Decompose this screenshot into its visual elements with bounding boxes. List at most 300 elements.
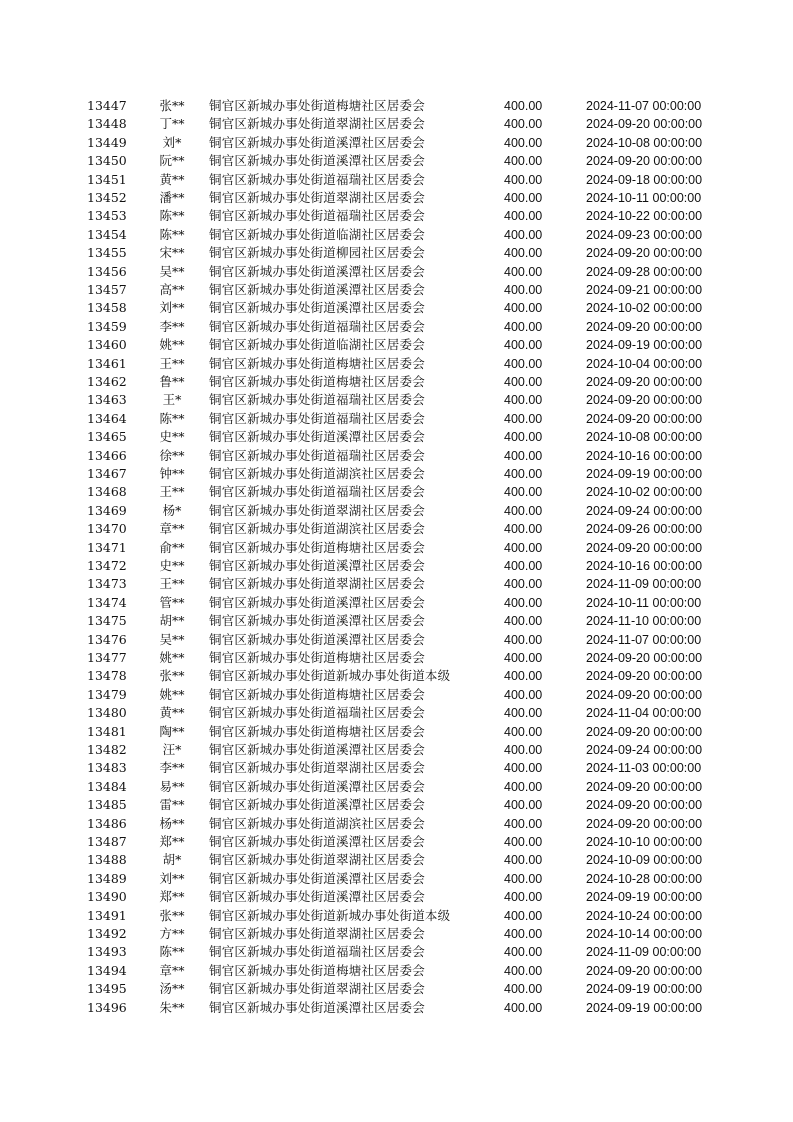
person-name: 吴** [159,263,185,279]
organization: 铜官区新城办事处街道湖滨社区居委会 [209,815,425,831]
table-row [0,391,793,409]
amount: 400.00 [504,835,543,849]
payment-date: 2024-09-24 00:00:00 [586,503,703,518]
person-name: 黄** [159,171,185,187]
payment-date: 2024-09-20 00:00:00 [586,963,703,978]
person-name: 陈** [159,208,185,224]
amount: 400.00 [504,154,543,169]
organization: 铜官区新城办事处街道柳园社区居委会 [209,245,425,261]
amount: 400.00 [504,798,543,813]
table-row [0,447,793,465]
amount: 400.00 [504,632,543,647]
payment-date: 2024-11-09 00:00:00 [586,945,702,960]
payment-date: 2024-10-08 00:00:00 [586,135,703,150]
payment-date: 2024-10-28 00:00:00 [586,871,703,886]
record-id: 13462 [87,374,127,389]
table-row [0,870,793,888]
table-row [0,796,793,814]
payment-date: 2024-09-20 00:00:00 [586,393,703,408]
amount: 400.00 [504,687,543,702]
record-id: 13492 [87,926,127,941]
record-id: 13493 [87,944,127,960]
amount: 400.00 [504,135,543,150]
payment-date: 2024-09-20 00:00:00 [586,651,703,665]
amount: 400.00 [504,117,543,132]
table-row [0,778,793,796]
payment-date: 2024-09-20 00:00:00 [586,687,703,702]
record-id: 13460 [87,337,127,353]
organization: 铜官区新城办事处街道溪潭社区居委会 [209,999,425,1015]
record-id: 13455 [87,245,127,261]
payment-date: 2024-09-23 00:00:00 [586,227,703,242]
table-row [0,907,793,925]
payment-date: 2024-10-16 00:00:00 [586,559,703,573]
person-name: 姚** [159,650,185,665]
organization: 铜官区新城办事处街道翠湖社区居委会 [209,981,425,997]
record-id: 13485 [87,797,127,813]
payment-date: 2024-10-08 00:00:00 [586,430,703,445]
record-id: 13488 [87,852,127,868]
table-row [0,962,793,980]
organization: 铜官区新城办事处街道溪潭社区居委会 [209,300,425,316]
record-id: 13474 [87,594,127,610]
table-row [0,134,793,152]
amount: 400.00 [504,209,543,224]
organization: 铜官区新城办事处街道新城办事处街道本级 [209,907,451,923]
record-id: 13490 [87,889,127,905]
record-id: 13473 [87,576,127,592]
organization: 铜官区新城办事处街道福瑞社区居委会 [209,318,425,334]
person-name: 张** [159,98,185,113]
organization: 铜官区新城办事处街道福瑞社区居委会 [209,410,425,426]
record-id: 13461 [87,355,127,371]
person-name: 史** [159,429,185,445]
person-name: 史** [159,558,185,573]
record-id: 13484 [87,778,127,794]
organization: 铜官区新城办事处街道梅塘社区居委会 [209,686,425,702]
payment-date: 2024-11-10 00:00:00 [586,614,702,629]
table-row [0,171,793,189]
person-name: 丁** [159,116,185,132]
person-name: 郑** [159,889,185,905]
table-row [0,226,793,244]
table-row [0,189,793,207]
amount: 400.00 [504,761,543,776]
record-id: 13464 [87,410,127,426]
person-name: 章** [159,521,185,537]
organization: 铜官区新城办事处街道溪潭社区居委会 [209,778,425,794]
person-name: 雷** [159,797,185,813]
record-id: 13495 [87,981,127,997]
organization: 铜官区新城办事处街道溪潭社区居委会 [209,134,425,150]
amount: 400.00 [504,485,543,500]
table-row [0,925,793,943]
amount: 400.00 [504,614,543,629]
organization: 铜官区新城办事处街道福瑞社区居委会 [209,392,425,408]
person-name: 钟** [159,466,185,481]
organization: 铜官区新城办事处街道湖滨社区居委会 [209,466,425,481]
table-row [0,815,793,833]
person-name: 张** [159,907,185,923]
organization: 铜官区新城办事处街道翠湖社区居委会 [209,576,425,592]
organization: 铜官区新城办事处街道福瑞社区居委会 [209,484,425,500]
table-row [0,999,793,1017]
payment-date: 2024-09-26 00:00:00 [586,522,703,537]
amount: 400.00 [504,945,543,960]
person-name: 王** [159,484,185,500]
organization: 铜官区新城办事处街道福瑞社区居委会 [209,705,425,721]
table-row [0,281,793,299]
payment-date: 2024-10-22 00:00:00 [586,209,703,224]
person-name: 黄** [159,705,185,721]
organization: 铜官区新城办事处街道溪潭社区居委会 [209,558,425,573]
record-id: 13478 [87,668,127,684]
organization: 铜官区新城办事处街道溪潭社区居委会 [209,153,425,169]
record-id: 13472 [87,558,127,573]
organization: 铜官区新城办事处街道溪潭社区居委会 [209,594,425,610]
table-row [0,594,793,612]
person-name: 李** [159,760,185,776]
organization: 铜官区新城办事处街道溪潭社区居委会 [209,263,425,279]
organization: 铜官区新城办事处街道溪潭社区居委会 [209,889,425,905]
table-row [0,741,793,759]
payment-date: 2024-09-19 00:00:00 [586,1000,703,1015]
amount: 400.00 [504,283,543,297]
person-name: 杨* [162,502,182,518]
payment-date: 2024-09-19 00:00:00 [586,890,703,905]
table-row [0,115,793,133]
organization: 铜官区新城办事处街道溪潭社区居委会 [209,429,425,445]
person-name: 姚** [159,686,185,702]
table-row [0,631,793,649]
payment-date: 2024-10-02 00:00:00 [586,485,703,500]
table-row [0,207,793,225]
amount: 400.00 [504,191,543,205]
amount: 400.00 [504,1000,543,1015]
record-id: 13477 [87,650,127,665]
organization: 铜官区新城办事处街道梅塘社区居委会 [209,723,425,739]
table-row [0,373,793,391]
organization: 铜官区新城办事处街道福瑞社区居委会 [209,447,425,463]
record-id: 13476 [87,631,127,647]
table-row [0,833,793,851]
table-row [0,980,793,998]
table-row [0,410,793,428]
amount: 400.00 [504,779,543,794]
amount: 400.00 [504,338,543,353]
amount: 400.00 [504,430,543,445]
record-id: 13494 [87,962,127,978]
payment-date: 2024-09-19 00:00:00 [586,467,703,481]
amount: 400.00 [504,172,543,187]
amount: 400.00 [504,559,543,573]
record-id: 13491 [87,907,127,923]
table-row [0,97,793,115]
record-id: 13459 [87,318,127,334]
person-name: 杨** [159,815,185,831]
person-name: 王** [159,355,185,371]
table-row [0,704,793,722]
payment-date: 2024-10-11 00:00:00 [586,595,702,610]
organization: 铜官区新城办事处街道梅塘社区居委会 [209,98,425,113]
person-name: 刘** [159,870,185,886]
organization: 铜官区新城办事处街道溪潭社区居委会 [209,613,425,629]
table-row [0,299,793,317]
organization: 铜官区新城办事处街道福瑞社区居委会 [209,171,425,187]
amount: 400.00 [504,227,543,242]
person-name: 高** [159,282,185,297]
organization: 铜官区新城办事处街道翠湖社区居委会 [209,926,425,941]
record-id: 13469 [87,502,127,518]
person-name: 阮** [159,153,185,169]
amount: 400.00 [504,411,543,426]
table-row [0,428,793,446]
table-row [0,667,793,685]
record-id: 13466 [87,447,127,463]
record-id: 13489 [87,870,127,886]
person-name: 张** [159,668,185,684]
amount: 400.00 [504,375,543,389]
record-id: 13479 [87,686,127,702]
record-id: 13451 [87,171,127,187]
organization: 铜官区新城办事处街道梅塘社区居委会 [209,650,425,665]
person-name: 吴** [159,631,185,647]
amount: 400.00 [504,393,543,408]
amount: 400.00 [504,540,543,555]
record-id: 13452 [87,190,127,205]
amount: 400.00 [504,356,543,371]
record-id: 13475 [87,613,127,629]
person-name: 易** [159,778,185,794]
person-name: 陈** [159,944,185,960]
table-row [0,336,793,354]
amount: 400.00 [504,503,543,518]
amount: 400.00 [504,319,543,334]
table-row [0,649,793,667]
record-id: 13458 [87,300,127,316]
payment-date: 2024-10-11 00:00:00 [586,191,702,205]
table-row [0,557,793,575]
organization: 铜官区新城办事处街道溪潭社区居委会 [209,834,425,849]
person-name: 汪* [162,742,182,757]
table-row [0,851,793,869]
payment-date: 2024-09-20 00:00:00 [586,779,703,794]
record-id: 13454 [87,226,127,242]
amount: 400.00 [504,264,543,279]
record-id: 13486 [87,815,127,831]
payment-date: 2024-09-20 00:00:00 [586,816,703,831]
payment-date: 2024-10-14 00:00:00 [586,927,703,941]
payment-date: 2024-11-07 00:00:00 [586,632,702,647]
record-id: 13465 [87,429,127,445]
organization: 铜官区新城办事处街道溪潭社区居委会 [209,631,425,647]
table-row [0,465,793,483]
amount: 400.00 [504,908,543,923]
organization: 铜官区新城办事处街道翠湖社区居委会 [209,760,425,776]
record-id: 13453 [87,208,127,224]
amount: 400.00 [504,669,543,684]
amount: 400.00 [504,448,543,463]
amount: 400.00 [504,982,543,997]
amount: 400.00 [504,816,543,831]
person-name: 王* [162,392,182,408]
organization: 铜官区新城办事处街道翠湖社区居委会 [209,852,425,868]
record-id: 13468 [87,484,127,500]
payment-date: 2024-10-16 00:00:00 [586,448,703,463]
organization: 铜官区新城办事处街道翠湖社区居委会 [209,190,425,205]
amount: 400.00 [504,522,543,537]
person-name: 胡* [162,852,182,868]
payment-date: 2024-09-18 00:00:00 [586,172,703,187]
table-row [0,612,793,630]
payment-date: 2024-10-10 00:00:00 [586,835,703,849]
person-name: 胡** [159,613,185,629]
payment-date: 2024-09-28 00:00:00 [586,264,703,279]
person-name: 潘** [159,190,185,205]
record-id: 13496 [87,999,127,1015]
record-id: 13470 [87,521,127,537]
person-name: 陈** [159,226,185,242]
organization: 铜官区新城办事处街道溪潭社区居委会 [209,870,425,886]
payment-date: 2024-09-24 00:00:00 [586,743,703,757]
person-name: 刘** [159,300,185,316]
amount: 400.00 [504,853,543,868]
record-id: 13449 [87,134,127,150]
amount: 400.00 [504,301,543,316]
organization: 铜官区新城办事处街道溪潭社区居委会 [209,797,425,813]
payment-date: 2024-10-04 00:00:00 [586,356,703,371]
payment-date: 2024-09-20 00:00:00 [586,540,703,555]
organization: 铜官区新城办事处街道溪潭社区居委会 [209,742,425,757]
organization: 铜官区新城办事处街道梅塘社区居委会 [209,539,425,555]
person-name: 章** [159,962,185,978]
table-row [0,575,793,593]
amount: 400.00 [504,890,543,905]
person-name: 郑** [159,834,185,849]
organization: 铜官区新城办事处街道梅塘社区居委会 [209,355,425,371]
table-row [0,888,793,906]
payment-date: 2024-09-20 00:00:00 [586,154,703,169]
payment-date: 2024-09-20 00:00:00 [586,798,703,813]
organization: 铜官区新城办事处街道新城办事处街道本级 [209,668,451,684]
table-row [0,539,793,557]
amount: 400.00 [504,99,543,113]
amount: 400.00 [504,724,543,739]
payment-date: 2024-10-02 00:00:00 [586,301,703,316]
payment-date: 2024-10-09 00:00:00 [586,853,703,868]
amount: 400.00 [504,246,543,261]
person-name: 方** [159,926,185,941]
organization: 铜官区新城办事处街道梅塘社区居委会 [209,374,425,389]
organization: 铜官区新城办事处街道湖滨社区居委会 [209,521,425,537]
record-id: 13481 [87,723,127,739]
person-name: 陈** [159,410,185,426]
organization: 铜官区新城办事处街道梅塘社区居委会 [209,962,425,978]
person-name: 陶** [159,723,185,739]
table-row [0,483,793,501]
amount: 400.00 [504,743,543,757]
organization: 铜官区新城办事处街道福瑞社区居委会 [209,208,425,224]
organization: 铜官区新城办事处街道临湖社区居委会 [209,226,425,242]
record-id: 13471 [87,539,127,555]
payment-date: 2024-09-21 00:00:00 [586,283,703,297]
payment-date: 2024-09-20 00:00:00 [586,117,703,132]
record-id: 13447 [87,98,127,113]
payment-date: 2024-09-20 00:00:00 [586,724,703,739]
payment-date: 2024-11-07 00:00:00 [586,99,702,113]
table-row [0,943,793,961]
table-row [0,244,793,262]
payment-date: 2024-09-20 00:00:00 [586,411,703,426]
organization: 铜官区新城办事处街道福瑞社区居委会 [209,944,425,960]
table-row [0,318,793,336]
person-name: 俞** [159,539,185,555]
payment-date: 2024-11-09 00:00:00 [586,577,702,592]
payment-date: 2024-09-20 00:00:00 [586,319,703,334]
amount: 400.00 [504,871,543,886]
table-row [0,686,793,704]
payment-date: 2024-09-20 00:00:00 [586,246,703,261]
organization: 铜官区新城办事处街道翠湖社区居委会 [209,502,425,518]
person-name: 朱** [159,999,185,1015]
payment-date: 2024-09-20 00:00:00 [586,669,703,684]
table-row [0,355,793,373]
record-id: 13456 [87,263,127,279]
table-row [0,520,793,538]
payment-date: 2024-09-20 00:00:00 [586,375,703,389]
table-row [0,759,793,777]
person-name: 鲁** [159,374,185,389]
person-name: 王** [159,576,185,592]
person-name: 姚** [159,337,185,353]
record-id: 13480 [87,705,127,721]
amount: 400.00 [504,467,543,481]
payment-date: 2024-11-03 00:00:00 [586,761,702,776]
table-row [0,723,793,741]
amount: 400.00 [504,963,543,978]
payment-date: 2024-09-19 00:00:00 [586,982,703,997]
organization: 铜官区新城办事处街道溪潭社区居委会 [209,282,425,297]
amount: 400.00 [504,651,543,665]
table-row [0,152,793,170]
record-id: 13457 [87,282,127,297]
table-row [0,263,793,281]
payment-date: 2024-11-04 00:00:00 [586,706,702,721]
record-id: 13482 [87,742,127,757]
amount: 400.00 [504,927,543,941]
record-id: 13448 [87,116,127,132]
payment-date: 2024-09-19 00:00:00 [586,338,703,353]
amount: 400.00 [504,706,543,721]
amount: 400.00 [504,595,543,610]
table-row [0,502,793,520]
record-id: 13487 [87,834,127,849]
amount: 400.00 [504,577,543,592]
record-id: 13463 [87,392,127,408]
person-name: 管** [159,594,185,610]
record-id: 13467 [87,466,127,481]
person-name: 徐** [159,447,185,463]
person-name: 汤** [159,981,185,997]
record-id: 13450 [87,153,127,169]
person-name: 宋** [159,245,185,261]
organization: 铜官区新城办事处街道翠湖社区居委会 [209,116,425,132]
person-name: 刘* [162,134,182,150]
payment-date: 2024-10-24 00:00:00 [586,908,703,923]
organization: 铜官区新城办事处街道临湖社区居委会 [209,337,425,353]
record-id: 13483 [87,760,127,776]
person-name: 李** [159,318,185,334]
